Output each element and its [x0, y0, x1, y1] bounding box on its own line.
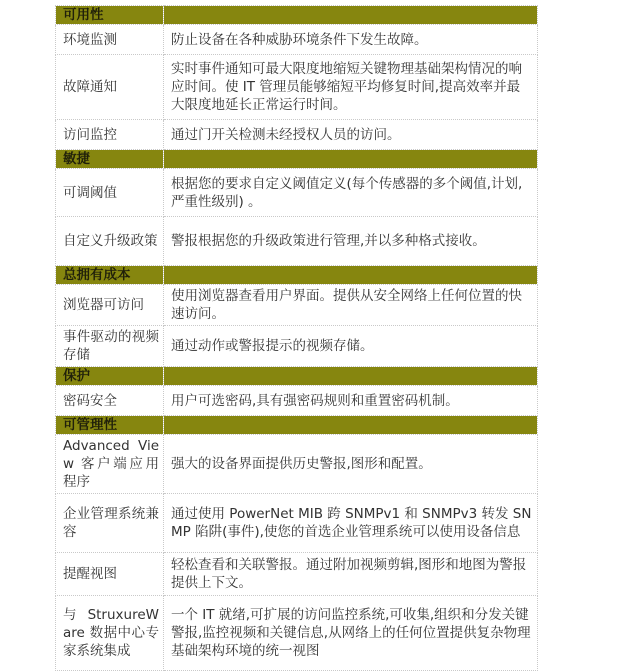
- feature-row: [56, 494, 538, 553]
- feature-row: [56, 553, 538, 596]
- section-header-spacer: [164, 266, 538, 285]
- section-header-spacer: [164, 367, 538, 386]
- feature-description-cell: 实时事件通知可最大限度地缩短关键物理基础架构情况的响应时间。使 IT 管理员能够缩短平均修复时间,提高效率并最大限度地延长正常运行时间。: [164, 55, 538, 120]
- feature-name-cell: 浏览器可访问: [56, 285, 164, 326]
- feature-name-cell: 事件驱动的视频存储: [56, 326, 164, 367]
- feature-row: [56, 435, 538, 494]
- feature-description-cell: 通过动作或警报提示的视频存储。: [164, 326, 538, 367]
- feature-description-cell: 通过使用 PowerNet MIB 跨 SNMPv1 和 SNMPv3 转发 SNMP 陷阱(事件),使您的首选企业管理系统可以使用设备信息: [164, 494, 538, 553]
- feature-row: [56, 55, 538, 120]
- feature-row: [56, 217, 538, 266]
- feature-table-container: [55, 5, 537, 671]
- feature-description-cell: 强大的设备界面提供历史警报,图形和配置。: [164, 435, 538, 494]
- feature-description-cell: 一个 IT 就绪,可扩展的访问监控系统,可收集,组织和分发关键警报,监控视频和关键信息,从网络上的任何位置提供复杂物理基础架构环境的统一视图: [164, 596, 538, 671]
- section-header-row: [56, 266, 538, 285]
- feature-table: [55, 5, 538, 671]
- feature-name-cell: 与 StruxureWare 数据中心专家系统集成: [56, 596, 164, 671]
- feature-name-cell: Advanced View 客户端应用程序: [56, 435, 164, 494]
- feature-name-cell: 企业管理系统兼容: [56, 494, 164, 553]
- section-header-label: 总拥有成本: [56, 266, 164, 285]
- section-header-spacer: [164, 150, 538, 169]
- feature-name-cell: 故障通知: [56, 55, 164, 120]
- section-header-label: 可用性: [56, 6, 164, 25]
- section-header-row: [56, 416, 538, 435]
- section-header-label: 保护: [56, 367, 164, 386]
- feature-description-cell: 使用浏览器查看用户界面。提供从安全网络上任何位置的快速访问。: [164, 285, 538, 326]
- feature-name-cell: 可调阈值: [56, 169, 164, 217]
- section-header-label: 敏捷: [56, 150, 164, 169]
- feature-description-cell: 通过门开关检测未经授权人员的访问。: [164, 120, 538, 150]
- feature-row: [56, 596, 538, 671]
- feature-row: [56, 326, 538, 367]
- feature-name-cell: 提醒视图: [56, 553, 164, 596]
- feature-row: [56, 120, 538, 150]
- feature-description-cell: 警报根据您的升级政策进行管理,并以多种格式接收。: [164, 217, 538, 266]
- section-header-label: 可管理性: [56, 416, 164, 435]
- feature-name-cell: 密码安全: [56, 386, 164, 416]
- feature-description-cell: 根据您的要求自定义阈值定义(每个传感器的多个阈值,计划,严重性级别) 。: [164, 169, 538, 217]
- feature-description-cell: 轻松查看和关联警报。通过附加视频剪辑,图形和地图为警报提供上下文。: [164, 553, 538, 596]
- feature-name-cell: 访问监控: [56, 120, 164, 150]
- feature-name-cell: 环境监测: [56, 25, 164, 55]
- feature-description-cell: 防止设备在各种威胁环境条件下发生故障。: [164, 25, 538, 55]
- section-header-spacer: [164, 416, 538, 435]
- feature-row: [56, 386, 538, 416]
- feature-row: [56, 169, 538, 217]
- feature-row: [56, 285, 538, 326]
- section-header-row: [56, 150, 538, 169]
- feature-name-cell: 自定义升级政策: [56, 217, 164, 266]
- feature-row: [56, 25, 538, 55]
- section-header-row: [56, 6, 538, 25]
- section-header-row: [56, 367, 538, 386]
- section-header-spacer: [164, 6, 538, 25]
- feature-description-cell: 用户可选密码,具有强密码规则和重置密码机制。: [164, 386, 538, 416]
